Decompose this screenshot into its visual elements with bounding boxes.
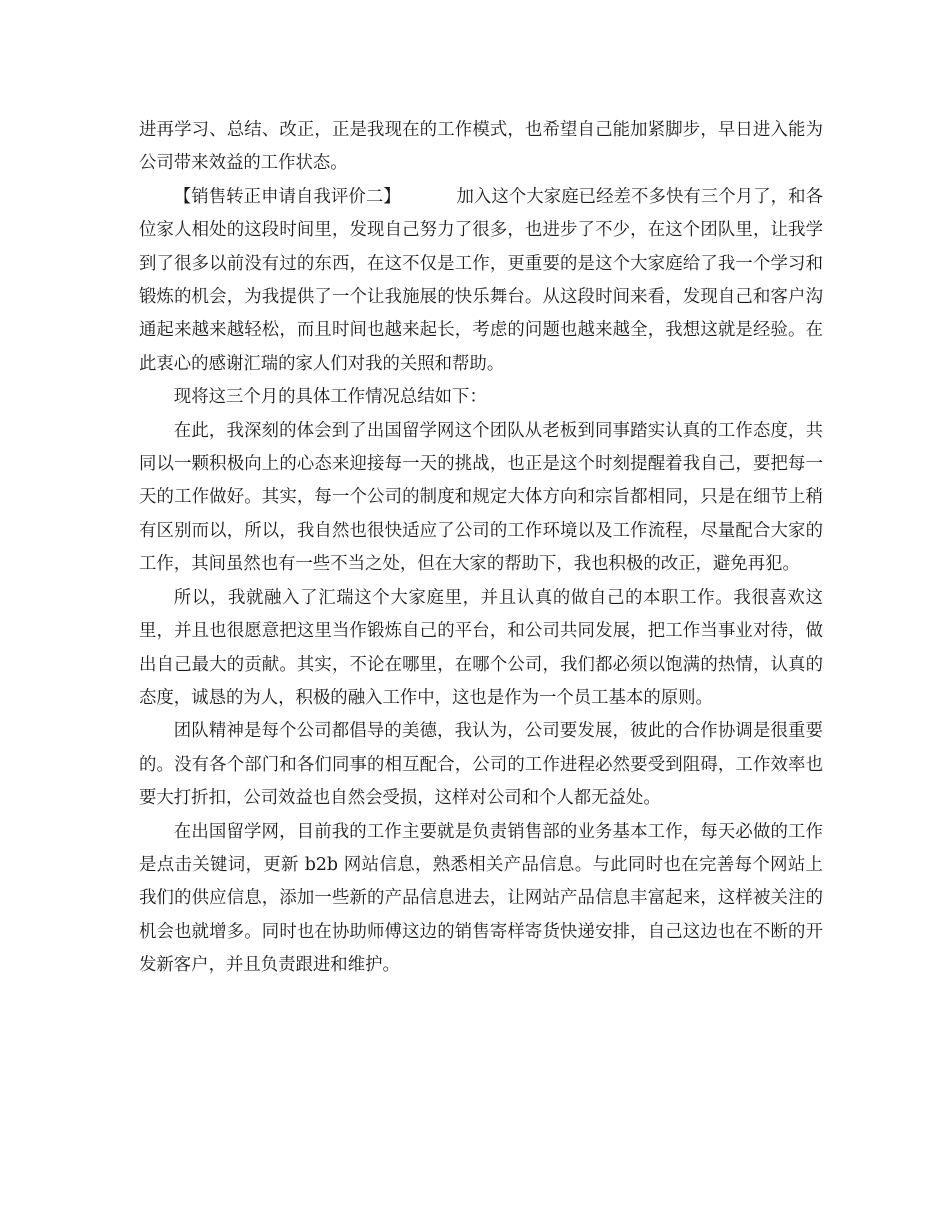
section-heading: 【销售转正申请自我评价二】 [173,186,401,207]
paragraph-integration: 所以，我就融入了汇瑞这个大家庭里，并且认真的做自己的本职工作。我很喜欢这里，并且也很愿意把这里当作锻炼自己的平台，和公司共同发展，把工作当事业对待，做出自己最大的贡献。其实，不论在哪里，在哪个公司，我们都必须以饱满的热情，认真的态度，诚恳的为人，积极的融入工作中，这也是作为一个员工基本的原则。 [139,587,823,708]
section-body: 加入这个大家庭已经差不多快有三个月了，和各位家人相处的这段时间里，发现自己努力了很多，也进步了不少，在这个团队里，让我学到了很多以前没有过的东西，在这不仅是工作，更重要的是这个大家庭给了我一个学习和锻炼的机会，为我提供了一个让我施展的快乐舞台。从这段时间来看，发现自己和客户沟通起来越来越轻松，而且时间也越来起长，考虑的问题也越来越全，我想这就是经验。在此衷心的感谢汇瑞的家人们对我的关照和帮助。 [139,186,823,374]
paragraph-team-experience: 在此，我深刻的体会到了出国留学网这个团队从老板到同事踏实认真的工作态度，共同以一颗积极向上的心态来迎接每一天的挑战，也正是这个时刻提醒着我自己，要把每一天的工作做好。其实，每一个公司的制度和规定大体方向和宗旨都相同，只是在细节上稍有区别而以，所以，我自然也很快适应了公司的工作环境以及工作流程，尽量配合大家的工作，其间虽然也有一些不当之处，但在大家的帮助下，我也积极的改正，避免再犯。 [139,420,823,575]
paragraph-section-two [139,181,823,381]
paragraph-summary-intro: 现将这三个月的具体工作情况总结如下： [173,387,487,408]
document-body [139,114,823,983]
paragraph-work-duties: 在出国留学网，目前我的工作主要就是负责销售部的业务基本工作，每天必做的工作是点击关键词，更新 b2b 网站信息，熟悉相关产品信息。与此同时也在完善每个网站上我们的供应信息，添加一些新的产品信息进去，让网站产品信息丰富起来，这样被关注的机会也就增多。同时也在协助师傅这边的销售寄样寄货快递安排，自己这边也在不断的开发新客户，并且负责跟进和维护。 [139,821,823,976]
paragraph-team-spirit: 团队精神是每个公司都倡导的美德，我认为，公司要发展，彼此的合作协调是很重要的。没有各个部门和各们同事的相互配合，公司的工作进程必然要受到阻碍，工作效率也要大打折扣，公司效益也自然会受损，这样对公司和个人都无益处。 [139,721,823,809]
paragraph-continuation: 进再学习、总结、改正，正是我现在的工作模式，也希望自己能加紧脚步，早日进入能为公司带来效益的工作状态。 [139,120,823,174]
